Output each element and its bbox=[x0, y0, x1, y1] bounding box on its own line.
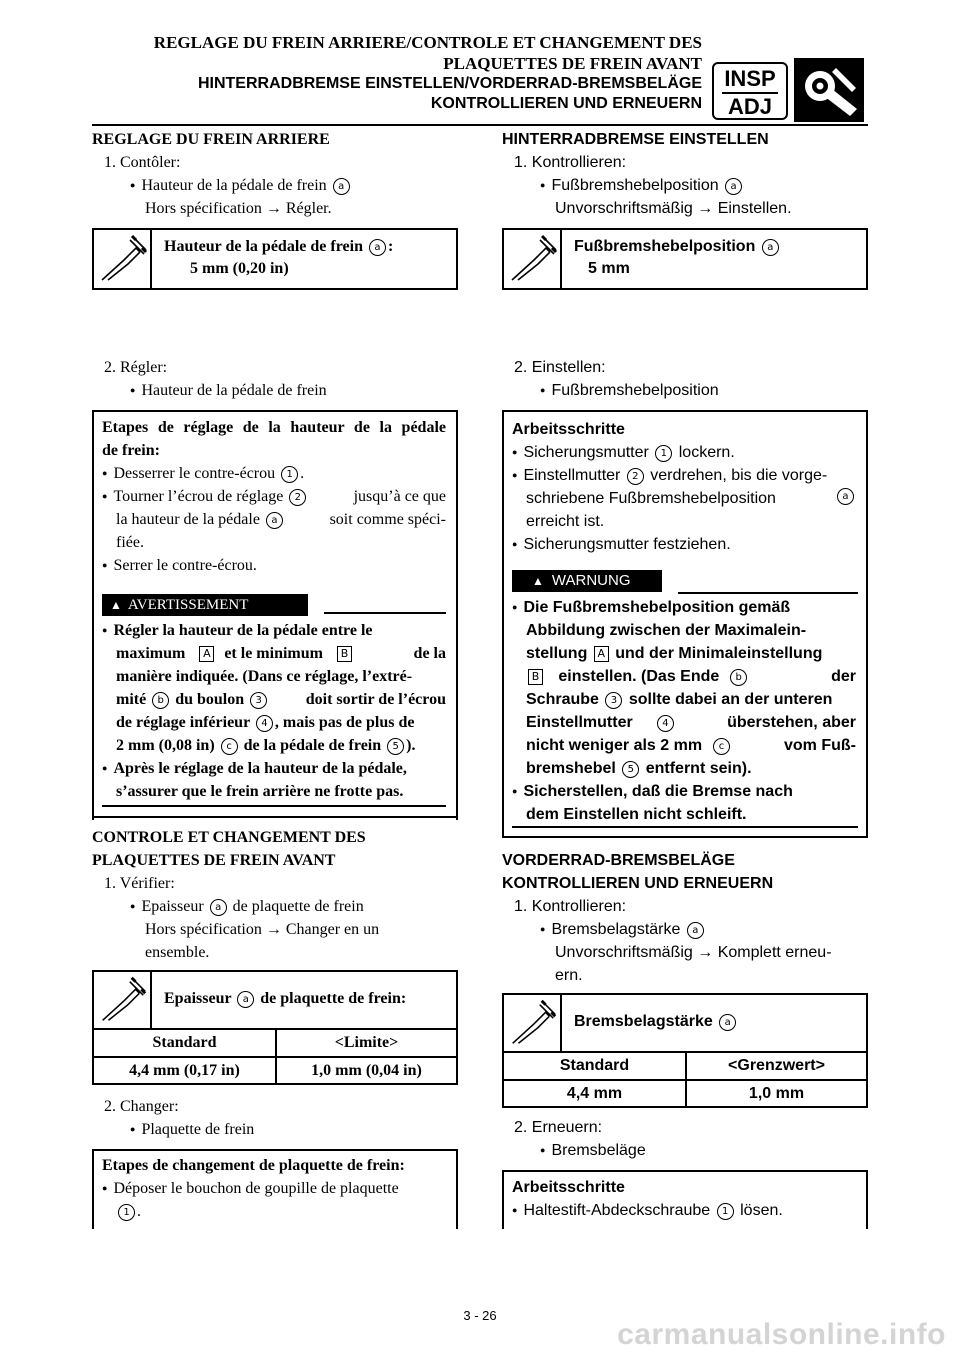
de-spec-value: 5 mm bbox=[588, 260, 630, 277]
fr-s2-step1: 1. Vérifier: bbox=[104, 875, 175, 892]
de-step1-note: Unvorschriftsmäßig → Einstellen. bbox=[555, 200, 792, 217]
de-proc2-item-1-text-b: lösen. bbox=[740, 1202, 783, 1219]
de-warn-text-1h-a: bremshebel bbox=[526, 760, 616, 777]
fr-proc-item-2-text-a: Tourner l’écrou de réglage bbox=[113, 488, 284, 505]
marker-3: 3 bbox=[250, 692, 267, 709]
fr-warn-text-1b-a: maximum bbox=[116, 645, 186, 662]
de-proc-item-1 bbox=[512, 442, 735, 465]
de-warn-line-3 bbox=[526, 643, 822, 665]
header-title-fr-1: REGLAGE DU FREIN ARRIERE/CONTROLE ET CHANGEMENT DES bbox=[153, 33, 702, 52]
fr-warn-line-4 bbox=[116, 689, 446, 711]
de-warn-item-2-line2: dem Einstellen nicht schleift. bbox=[526, 806, 747, 823]
fr-section2-title-1: CONTROLE ET CHANGEMENT DES bbox=[92, 829, 366, 846]
fr-proc-item-2-line2 bbox=[116, 509, 446, 531]
fr-warning-end-rule bbox=[102, 805, 446, 807]
de-s2-step1-note2: ern. bbox=[555, 967, 583, 984]
fr-warn-text-1f-b: de la pédale de frein bbox=[243, 737, 382, 754]
de-warn-text-1d-b: der bbox=[831, 668, 856, 685]
fr-step2: 2. Régler: bbox=[104, 359, 168, 376]
marker-c: c bbox=[713, 738, 730, 755]
fr-proc-item-2-text-c: la hauteur de la pédale bbox=[116, 511, 260, 528]
page-number: 3 - 26 bbox=[463, 1308, 497, 1323]
de-procedure-box-bottom bbox=[502, 836, 868, 838]
header-title-de-2: KONTROLLIEREN UND ERNEUERN bbox=[430, 95, 702, 112]
fr-warn-line-5 bbox=[116, 712, 414, 734]
de-warning-label bbox=[512, 570, 662, 592]
marker-a: a bbox=[837, 488, 854, 505]
de-warn-line-6 bbox=[526, 712, 856, 734]
marker-2: 2 bbox=[289, 489, 306, 506]
fr-proc-item-2-text-b: jusqu’à ce que bbox=[353, 488, 446, 505]
fr-proc2-item-1-line2 bbox=[116, 1201, 141, 1223]
marker-1: 1 bbox=[655, 445, 672, 462]
de-proc-item-2-text-b: verdrehen, bis die vorge- bbox=[650, 467, 828, 484]
de-warn-text-1g-b: vom Fuß- bbox=[784, 737, 856, 754]
de-s2-step2: 2. Erneuern: bbox=[514, 1119, 603, 1136]
fr-s2-step2: 2. Changer: bbox=[104, 1098, 179, 1115]
warning-triangle-icon: ▲ bbox=[532, 574, 544, 588]
fr-spec-label: Hauteur de la pédale de frein a : bbox=[164, 238, 394, 255]
de-proc2-item-1-text-a: Haltestift-Abdeckschraube bbox=[523, 1202, 711, 1219]
fr-spec-box-pedal-height bbox=[92, 228, 458, 290]
fr-warn-item-1 bbox=[102, 620, 446, 643]
caliper-icon bbox=[504, 230, 562, 288]
de-warning-end-rule bbox=[512, 826, 858, 828]
fr-warn-text-1e-b: , mais pas de plus de bbox=[274, 714, 415, 731]
fr-step1-bullet bbox=[130, 175, 352, 198]
fr-proc-item-2-line3: fiée. bbox=[116, 534, 144, 551]
fr-warning-label bbox=[102, 594, 308, 616]
marker-b: b bbox=[730, 669, 747, 686]
de-step2-bullet: ● Fußbremshebelposition bbox=[540, 380, 719, 403]
marker-4: 4 bbox=[657, 715, 674, 732]
de-section2-title-1: VORDERRAD-BREMSBELÄGE bbox=[502, 852, 735, 869]
fr-proc-item-1: ● Desserrer le contre-écrou 1 . bbox=[102, 463, 304, 486]
fr-warning-label-text: AVERTISSEMENT bbox=[127, 597, 249, 613]
warning-triangle-icon: ▲ bbox=[110, 598, 122, 612]
fr-table-value-limit: 1,0 mm (0,04 in) bbox=[311, 1062, 422, 1079]
de-proc-item-2-line3: erreicht ist. bbox=[526, 513, 605, 530]
fr-table-header-standard: Standard bbox=[152, 1034, 217, 1051]
de-spec-box-pedal-position bbox=[502, 228, 868, 290]
fr-proc-item-2 bbox=[102, 486, 446, 509]
header-title-de-1: HINTERRADBREMSE EINSTELLEN/VORDERRAD-BREMSBELÄGE bbox=[197, 75, 702, 92]
de-s2-step1: 1. Kontrollieren: bbox=[514, 898, 627, 915]
badge-adj-text: ADJ bbox=[727, 94, 772, 119]
marker-5: 5 bbox=[622, 761, 639, 778]
de-proc-item-2-text-a: Einstellmutter bbox=[523, 467, 621, 484]
fr-step1-note: Hors spécification → Régler. bbox=[145, 200, 332, 217]
fr-step1-bullet-text: Hauteur de la pédale de frein bbox=[141, 177, 327, 194]
marker-a: a bbox=[333, 178, 350, 195]
fr-proc-item-1-text: Desserrer le contre-écrou bbox=[113, 465, 276, 482]
marker-a: a bbox=[719, 1014, 736, 1031]
header-title-fr-2: PLAQUETTES DE FREIN AVANT bbox=[443, 54, 702, 73]
de-warn-text-1c-b: und der Minimaleinstellung bbox=[615, 645, 823, 662]
de-step1: 1. Kontrollieren: bbox=[514, 154, 627, 171]
marker-3: 3 bbox=[605, 692, 622, 709]
de-warn-item-2: ● Sicherstellen, daß die Bremse nach bbox=[512, 781, 793, 804]
marker-B: B bbox=[528, 669, 543, 685]
fr-spec-box-pad-thickness bbox=[92, 970, 458, 1085]
marker-c: c bbox=[221, 738, 238, 755]
fr-warn-text-1b-c: de la bbox=[413, 645, 446, 662]
de-step2: 2. Einstellen: bbox=[514, 359, 606, 376]
de-proc-item-2-text-c: schriebene Fußbremshebelposition bbox=[526, 490, 776, 507]
de-table-value-standard: 4,4 mm bbox=[566, 1085, 623, 1102]
de-spec-label bbox=[574, 236, 781, 258]
insp-adj-badge bbox=[712, 62, 788, 120]
fr-proc-title-1: Etapes de réglage de la hauteur de la pédale bbox=[102, 419, 446, 436]
watermark: carmanualsonline.info bbox=[617, 1318, 946, 1351]
badge-insp-text: INSP bbox=[724, 66, 776, 91]
de-warn-text-1d-a: einstellen. (Das Ende bbox=[558, 668, 720, 685]
de-spec-box-pad-thickness bbox=[502, 993, 868, 1108]
de-s2-step1-note1: Unvorschriftsmäßig → Komplett erneu- bbox=[555, 944, 832, 961]
marker-a: a bbox=[237, 991, 254, 1008]
de-s2-b1-text: Bremsbelagstärke bbox=[551, 921, 681, 938]
de-section2-title-2: KONTROLLIEREN UND ERNEUERN bbox=[502, 875, 774, 892]
marker-a: a bbox=[725, 178, 742, 195]
marker-B: B bbox=[337, 646, 352, 662]
fr-table-value-standard: 4,4 mm (0,17 in) bbox=[129, 1062, 240, 1079]
marker-1: 1 bbox=[281, 466, 298, 483]
marker-A: A bbox=[594, 646, 609, 662]
de-warning-label-text: WARNUNG bbox=[551, 572, 631, 589]
marker-1: 1 bbox=[118, 1204, 135, 1221]
fr-warn-text-1d-b: du boulon bbox=[175, 691, 245, 708]
fr-table-header-limit: <Limite> bbox=[334, 1034, 399, 1051]
marker-a: a bbox=[762, 239, 779, 256]
fr-warn-text-1d-a: mité bbox=[116, 691, 147, 708]
marker-1: 1 bbox=[717, 1203, 734, 1220]
fr-pad-spec-label-b: de plaquette de frein: bbox=[260, 990, 407, 1007]
marker-A: A bbox=[199, 646, 214, 662]
fr-warn-item-2: ● Après le réglage de la hauteur de la pédale, bbox=[102, 758, 407, 781]
fr-warn-text-1f-a: 2 mm (0,08 in) bbox=[116, 737, 215, 754]
fr-s2-b1-text-b: de plaquette de frein bbox=[232, 898, 364, 915]
de-proc2-item-1 bbox=[512, 1200, 783, 1223]
fr-spec-value: 5 mm (0,20 in) bbox=[190, 260, 289, 277]
fr-proc2-item-1: ● Déposer le bouchon de goupille de plaquette bbox=[102, 1178, 399, 1201]
marker-a: a bbox=[369, 239, 386, 256]
de-s2-step1-bullet bbox=[540, 919, 706, 942]
fr-warning-rule bbox=[324, 612, 446, 614]
fr-pad-spec-label bbox=[164, 988, 406, 1010]
de-proc-title: Arbeitsschritte bbox=[512, 421, 625, 438]
de-step1-bullet bbox=[540, 175, 744, 198]
de-warn-item-1: ● Die Fußbremshebelposition gemäß bbox=[512, 597, 790, 620]
fr-s2-step2-bullet: ● Plaquette de frein bbox=[130, 1119, 254, 1142]
fr-warn-text-1e-a: de réglage inférieur bbox=[116, 714, 250, 731]
fr-warn-text-1b-b: et le minimum bbox=[224, 645, 323, 662]
de-warn-text-1f-a: Einstellmutter bbox=[526, 714, 633, 731]
de-proc-item-2-line2 bbox=[526, 488, 856, 510]
marker-a: a bbox=[210, 899, 227, 916]
de-section1-title: HINTERRADBREMSE EINSTELLEN bbox=[502, 131, 769, 148]
de-proc-item-1-text-a: Sicherungsmutter bbox=[523, 444, 649, 461]
marker-a: a bbox=[687, 922, 704, 939]
de-warn-line-2: Abbildung zwischen der Maximalein- bbox=[526, 622, 807, 639]
fr-step2-bullet: ● Hauteur de la pédale de frein bbox=[130, 380, 327, 403]
fr-warn-item-2-line2: s’assurer que le frein arrière ne frotte pas. bbox=[116, 783, 404, 800]
de-proc2-title: Arbeitsschritte bbox=[512, 1179, 625, 1196]
de-step1-bullet-text: Fußbremshebelposition bbox=[551, 177, 719, 194]
de-table-value-limit: 1,0 mm bbox=[748, 1085, 805, 1102]
de-warning-rule bbox=[678, 592, 858, 594]
fr-s2-step1-note1: Hors spécification → Changer en un bbox=[145, 921, 380, 938]
fr-s2-step1-note2: ensemble. bbox=[145, 944, 210, 961]
de-warn-text-1c-a: stellung bbox=[526, 645, 588, 662]
de-proc-item-2 bbox=[512, 465, 827, 488]
fr-proc-title-2: de frein: bbox=[102, 442, 160, 459]
de-warn-line-7 bbox=[526, 735, 856, 757]
header-rule bbox=[92, 124, 868, 126]
de-table-header-limit: <Grenzwert> bbox=[728, 1057, 825, 1074]
de-warn-line-4 bbox=[526, 666, 856, 688]
de-spec-label-text: Fußbremshebelposition bbox=[574, 238, 756, 255]
de-warn-line-8 bbox=[526, 758, 752, 780]
fr-s2-step1-bullet bbox=[130, 896, 364, 919]
de-pad-spec-label-text: Bremsbelagstärke bbox=[574, 1013, 713, 1030]
de-pad-spec-label bbox=[574, 1011, 738, 1033]
fr-proc-item-2-text-d: soit comme spéci- bbox=[329, 511, 446, 528]
fr-step1: 1. Contôler: bbox=[104, 154, 181, 171]
de-proc-item-1-text-b: lockern. bbox=[678, 444, 735, 461]
fr-section1-title: REGLAGE DU FREIN ARRIERE bbox=[92, 131, 330, 148]
de-warn-text-1e-a: Schraube bbox=[526, 691, 599, 708]
marker-4: 4 bbox=[256, 715, 273, 732]
fr-procedure-box-bottom bbox=[92, 816, 458, 818]
caliper-icon bbox=[94, 972, 152, 1030]
fr-warn-text-1d-c: doit sortir de l’écrou bbox=[305, 691, 446, 708]
fr-proc2-item-1-end: . bbox=[137, 1203, 141, 1220]
marker-5: 5 bbox=[387, 738, 404, 755]
fr-spec-label-text: Hauteur de la pédale de frein bbox=[164, 238, 363, 255]
marker-a: a bbox=[266, 512, 283, 529]
fr-warn-line-6: 2 mm (0,08 in) c de la pédale de frein 5 ). bbox=[116, 737, 416, 754]
marker-b: b bbox=[152, 692, 169, 709]
fr-s2-b1-text-a: Epaisseur bbox=[141, 898, 204, 915]
de-table-header-standard: Standard bbox=[559, 1057, 630, 1074]
fr-section2-title-2: PLAQUETTES DE FREIN AVANT bbox=[92, 852, 336, 869]
fr-proc2-title: Etapes de changement de plaquette de frein: bbox=[102, 1157, 405, 1174]
fr-warn-line-2 bbox=[116, 643, 446, 665]
de-warn-text-1h-b: entfernt sein). bbox=[645, 760, 752, 777]
de-warn-text-1g-a: nicht weniger als 2 mm bbox=[526, 737, 703, 754]
de-proc-item-3: ● Sicherungsmutter festziehen. bbox=[512, 534, 731, 557]
fr-warn-text-1a: Régler la hauteur de la pédale entre le bbox=[113, 622, 373, 639]
caliper-icon bbox=[94, 230, 152, 288]
caliper-icon bbox=[504, 995, 562, 1053]
de-warn-text-1e-b: sollte dabei an der unteren bbox=[628, 691, 833, 708]
de-warn-line-5 bbox=[526, 689, 832, 711]
fr-warn-line-3: manière indiquée. (Dans ce réglage, l’extré- bbox=[116, 668, 413, 685]
fr-pad-spec-label-a: Epaisseur bbox=[164, 990, 232, 1007]
de-warn-text-1f-b: überstehen, aber bbox=[727, 714, 856, 731]
marker-2: 2 bbox=[627, 468, 644, 485]
fr-proc-item-3: ● Serrer le contre-écrou. bbox=[102, 555, 257, 578]
wrench-tool-icon bbox=[794, 58, 864, 122]
de-s2-step2-bullet: ● Bremsbeläge bbox=[540, 1140, 646, 1163]
